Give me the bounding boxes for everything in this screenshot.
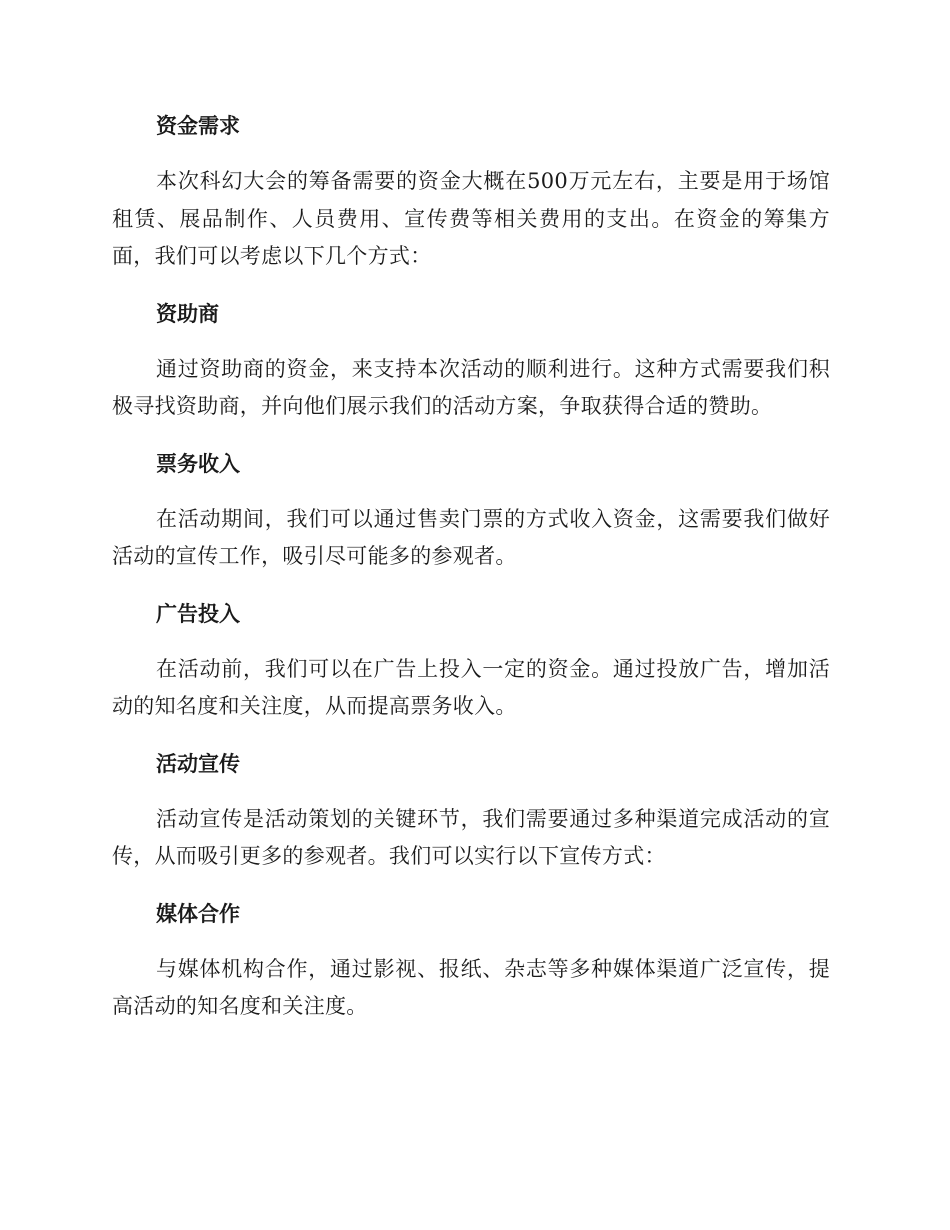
section-paragraph-funding: 本次科幻大会的筹备需要的资金大概在500万元左右，主要是用于场馆租赁、展品制作、人员费用、宣传费等相关费用的支出。在资金的筹集方面，我们可以考虑以下几个方式： bbox=[112, 169, 830, 268]
section-paragraph-sponsors: 通过资助商的资金，来支持本次活动的顺利进行。这种方式需要我们积极寻找资助商，并向他们展示我们的活动方案，争取获得合适的赞助。 bbox=[112, 356, 830, 418]
document-page bbox=[112, 108, 830, 1046]
section-paragraph-advertising: 在活动前，我们可以在广告上投入一定的资金。通过投放广告，增加活动的知名度和关注度，从而提高票务收入。 bbox=[112, 656, 830, 718]
section-paragraph-promotion: 活动宣传是活动策划的关键环节，我们需要通过多种渠道完成活动的宣传，从而吸引更多的参观者。我们可以实行以下宣传方式： bbox=[112, 806, 830, 868]
section-heading-advertising: 广告投入 bbox=[156, 601, 240, 626]
section-heading-sponsors: 资助商 bbox=[156, 301, 219, 326]
section-heading-promotion: 活动宣传 bbox=[156, 751, 240, 776]
section-heading-media: 媒体合作 bbox=[156, 901, 240, 926]
section-paragraph-ticketing: 在活动期间，我们可以通过售卖门票的方式收入资金，这需要我们做好活动的宣传工作，吸引尽可能多的参观者。 bbox=[112, 506, 830, 568]
section-heading-ticketing: 票务收入 bbox=[156, 451, 240, 476]
section-paragraph-media: 与媒体机构合作，通过影视、报纸、杂志等多种媒体渠道广泛宣传，提高活动的知名度和关注度。 bbox=[112, 956, 830, 1018]
section-heading-funding: 资金需求 bbox=[156, 114, 240, 138]
